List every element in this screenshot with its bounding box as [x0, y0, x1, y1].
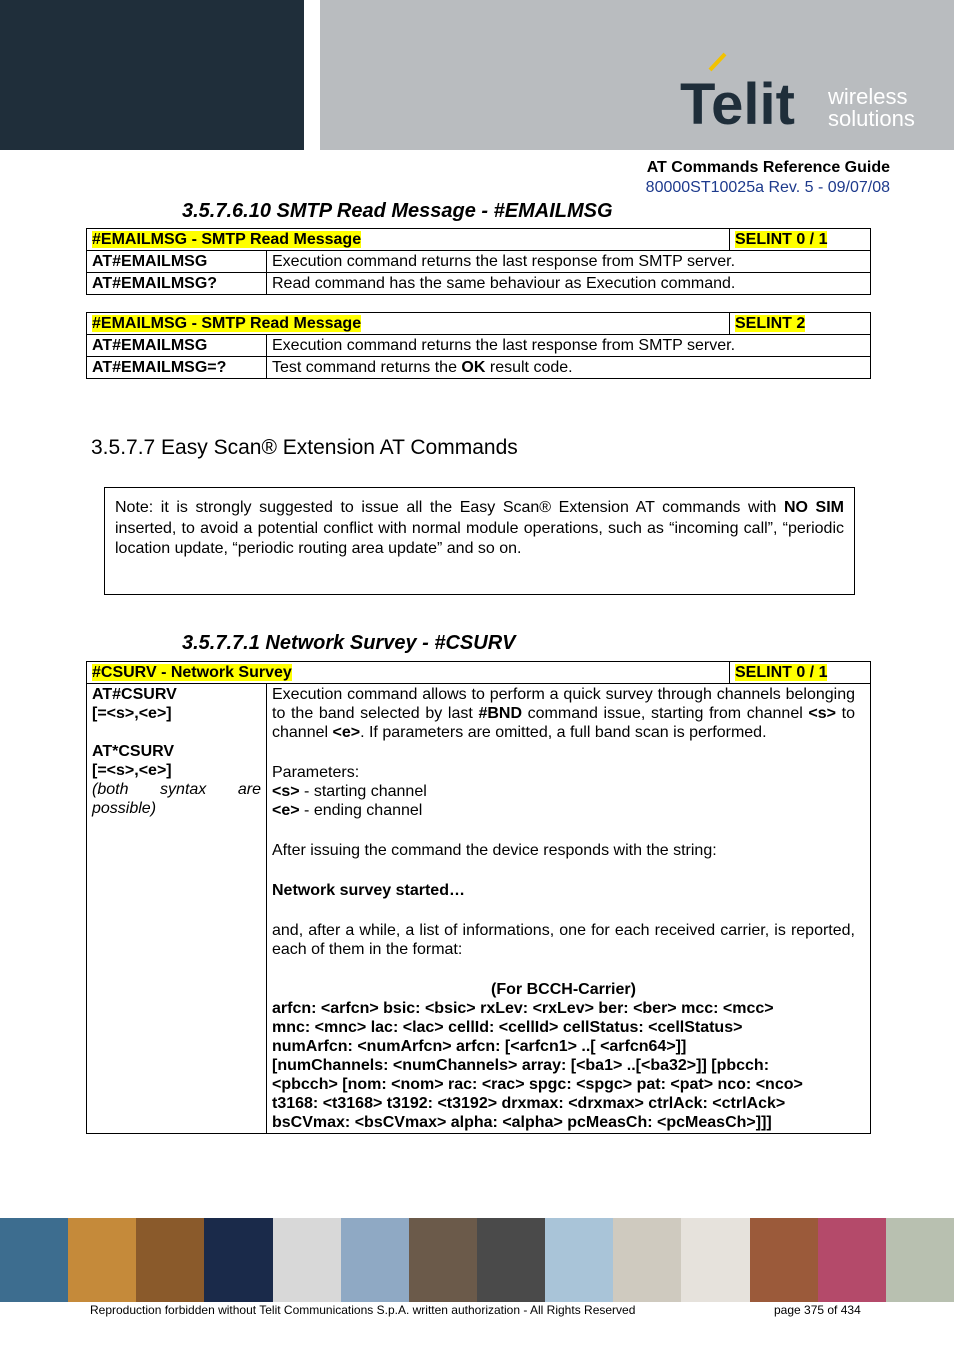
document-revision: 80000ST10025a Rev. 5 - 09/07/08: [645, 179, 890, 196]
description-cell: Execution command allows to perform a quick survey through channels belonging to the band selected by last #BND command issue, starting from channel <s> to channel <e>. If parameters are omitted, a full band scan is performed. Parameters: <s> - starting channel <e> - ending channel After issuing the command the device responds with the string: Network survey started… and, after a while, a list of informations, one for each received carrier, is reported, each of them in the format: (For BCCH-Carrier) arfcn: <arfcn> bsic: <bsic> rxLev: <rxLev> ber: <ber> mcc: <mcc> mnc: <mnc> lac: <lac> cellId: <cellId> cellStatus: <cellStatus> numArfcn: <numArfcn> arfcn: [<arfcn1> ..[ <arfcn64>]] [numChannels: <numChannels> array: [<ba1> ..[<ba32>]] [pbcch: <pbcch> [nom: <nom> rac: <rac> spgc: <spgc> pat: <pat> nco: <nco> t3168: <t3168> t3192: <t3192> drxmax: <drxmax> ctrlAck: <ctrlAck> bsCVmax: <bsCVmax> alpha: <alpha> pcMeasCh: <pcMeasCh>]]]: [267, 684, 871, 1134]
command-cell: AT#EMAILMSG: [87, 251, 267, 273]
footer-photo: [136, 1218, 204, 1302]
description-cell: Execution command returns the last response from SMTP server.: [267, 251, 871, 273]
selint-badge: SELINT 2: [735, 315, 806, 332]
table-row: [87, 684, 871, 1134]
telit-logo: [680, 52, 930, 132]
document-title: AT Commands Reference Guide: [646, 159, 890, 176]
footer-photo: [409, 1218, 477, 1302]
footer-photo: [477, 1218, 545, 1302]
note-box: Note: it is strongly suggested to issue all the Easy Scan® Extension AT commands with NO SIM inserted, to avoid a potential conflict with normal module operations, such as “incoming call”, “periodic location update, “periodic routing area update” and so on.: [104, 487, 855, 595]
emailmsg-table-selint2: [86, 312, 871, 379]
footer-photo: [818, 1218, 886, 1302]
emailmsg-table-selint01: [86, 228, 871, 295]
command-cell: AT#EMAILMSG=?: [87, 357, 267, 379]
logo-wordmark: Telit: [680, 72, 795, 132]
table-row: [87, 335, 871, 357]
logo-accent: [710, 54, 725, 70]
logo-tagline-2: solutions: [828, 106, 915, 131]
page-number: page 375 of 434: [774, 1303, 861, 1317]
table-row: [87, 273, 871, 295]
footer-photo: [613, 1218, 681, 1302]
csurv-table: [86, 661, 871, 1134]
footer-photo: [273, 1218, 341, 1302]
heading-emailmsg: 3.5.7.6.10 SMTP Read Message - #EMAILMSG: [182, 200, 613, 222]
description-cell: Test command returns the OK result code.: [267, 357, 871, 379]
command-cell: AT#CSURV [=<s>,<e>] AT*CSURV [=<s>,<e>] (both syntax are possible): [87, 684, 267, 1134]
description-cell: Execution command returns the last response from SMTP server.: [267, 335, 871, 357]
header-banner-dark: [0, 0, 304, 150]
footer-photo: [0, 1218, 68, 1302]
footer-photo: [681, 1218, 749, 1302]
table-title: #EMAILMSG - SMTP Read Message: [92, 315, 362, 332]
footer-photo: [341, 1218, 409, 1302]
description-cell: Read command has the same behaviour as Execution command.: [267, 273, 871, 295]
footer-photo-strip: [0, 1218, 954, 1302]
footer-photo: [545, 1218, 613, 1302]
heading-csurv: 3.5.7.7.1 Network Survey - #CSURV: [182, 632, 516, 654]
command-cell: AT#EMAILMSG?: [87, 273, 267, 295]
footer-photo: [204, 1218, 272, 1302]
footer-photo: [750, 1218, 818, 1302]
selint-badge: SELINT 0 / 1: [735, 664, 828, 681]
footer-rights: Reproduction forbidden without Telit Communications S.p.A. written authorization - All Rights Reserved: [90, 1303, 636, 1317]
command-cell: AT#EMAILMSG: [87, 335, 267, 357]
selint-badge: SELINT 0 / 1: [735, 231, 828, 248]
footer-photo: [68, 1218, 136, 1302]
footer-photo: [886, 1218, 954, 1302]
table-row: [87, 357, 871, 379]
table-title: #EMAILMSG - SMTP Read Message: [92, 231, 362, 248]
table-title: #CSURV - Network Survey: [92, 664, 292, 681]
heading-easy-scan: 3.5.7.7 Easy Scan® Extension AT Commands: [91, 436, 518, 459]
table-row: [87, 251, 871, 273]
logo-tagline-1: wireless: [828, 84, 908, 109]
